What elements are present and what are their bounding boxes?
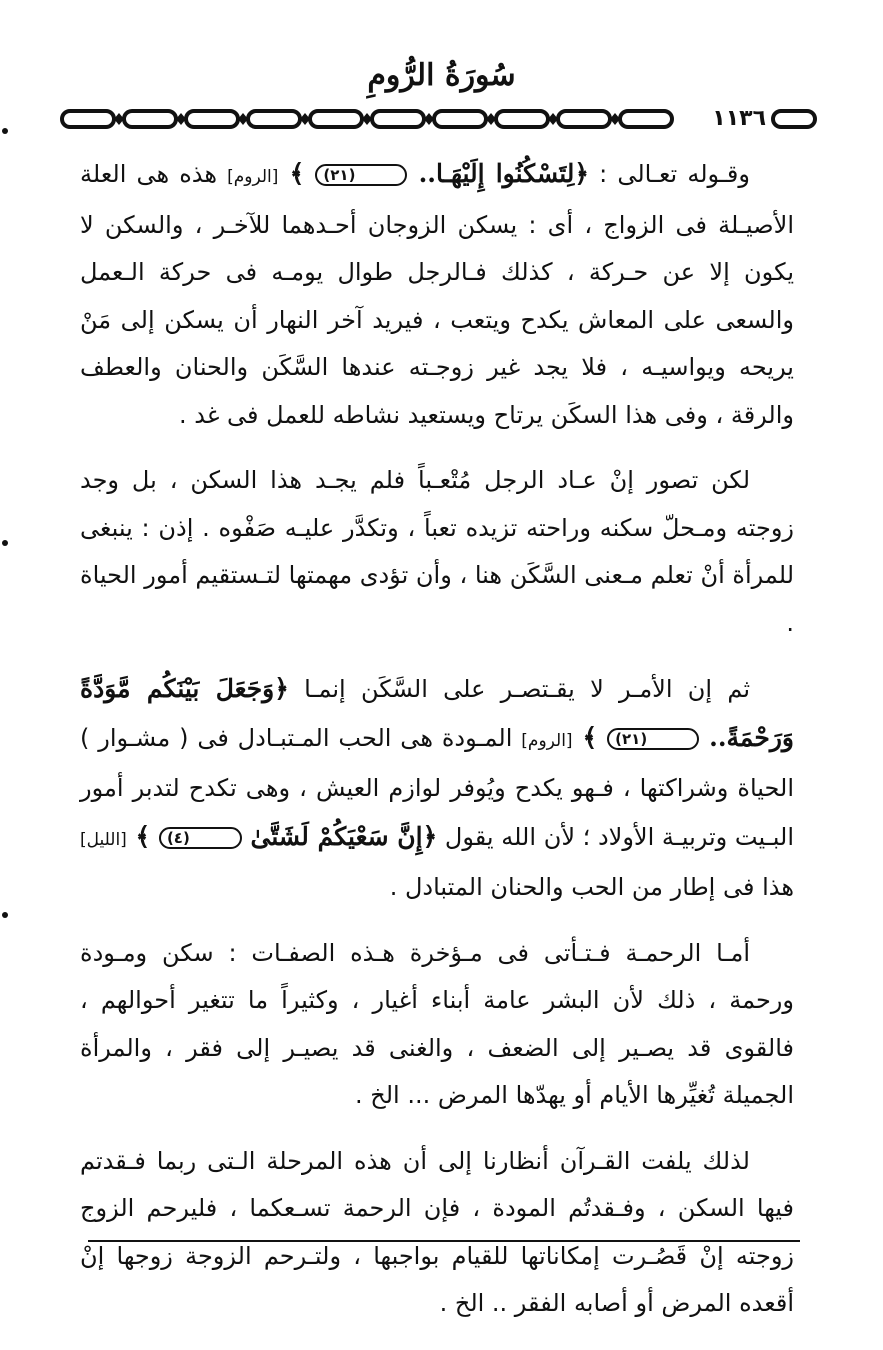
- paragraph: [80, 930, 794, 1120]
- chain-link: [496, 111, 548, 127]
- ayah-number: (٤): [159, 827, 242, 849]
- paragraph: [80, 457, 794, 647]
- plain-text: لكن تصور إنْ عـاد الرجل مُتْعـباً فلم يجـد هذا السكن ، بل وجد زوجته ومـحلّ سكنه وراحته تزيده تعباً ، وتكدَّر عليـه صَفْوه . إذن : ينبغى للمرأة أنْ تعلم مـعنى السَّكَن هنا ، وأن تؤدى مهمتها لتـستقيم أمور الحياة .: [80, 466, 794, 637]
- surah-reference: [الروم]: [521, 730, 573, 751]
- chain-link: [434, 111, 486, 127]
- quran-quote: ﴿لِتَسْكُنُوا إِلَيْهَـا..: [407, 159, 590, 188]
- ornament-end-cap: [770, 108, 818, 130]
- page-number: ١١٣٦: [712, 106, 766, 131]
- surah-reference: [الليل]: [80, 829, 127, 850]
- ornamental-chain: [58, 104, 698, 134]
- footer-rule: [88, 1240, 800, 1242]
- chain-link: [620, 111, 672, 127]
- ayah-number: (٢١): [315, 164, 407, 186]
- page-header-ornament: [58, 104, 818, 134]
- chain-diamond: [114, 113, 124, 125]
- plain-text: أمـا الرحمـة فـتـأتى فى مـؤخرة هـذه الصفـات : سكن ومـودة ورحمة ، ذلك لأن البشر عامة أبناء أغيار ، وكثيراً ما تتغير أحوالهم ، فالقوى قد يصـير إلى الضعف ، والغنى قد يصيـر إلى فقر ، والمرأة الجميلة تُغيِّرها الأيام أو يهدّها المرض ... الخ .: [80, 938, 794, 1109]
- quran-quote: ﴾: [278, 159, 316, 188]
- paragraph: [80, 665, 794, 912]
- chain-link: [124, 111, 176, 127]
- chain-diamond: [610, 113, 620, 125]
- quran-quote: ﴿وَجَعَلَ بَيْنَكُم مَّوَدَّةً وَرَحْمَةً..: [80, 674, 794, 752]
- quran-quote: ﴾: [126, 821, 159, 851]
- ayah-number: (٢١): [607, 728, 699, 750]
- chain-link: [186, 111, 238, 127]
- plain-text: ثم إن الأمـر لا يقـتصـر على السَّكَن إنمـا: [288, 675, 751, 703]
- chain-link: [372, 111, 424, 127]
- plain-text: هذا فى إطار من الحب والحنان المتبادل .: [389, 873, 794, 901]
- quran-quote: ﴿إِنَّ سَعْيَكُمْ لَشَتَّىٰ: [241, 821, 438, 851]
- chain-link: [62, 111, 114, 127]
- surah-reference: [الروم]: [227, 167, 279, 187]
- chain-diamond: [238, 113, 248, 125]
- chain-diamond: [548, 113, 558, 125]
- plain-text: المـودة هى الحب المـتبـادل فى ( مشـوار ) الحياة وشراكتها ، فـهو يكدح ويُوفر لوازم العيش ، وهى تكدح لتدبر أمور البـيت وتربيـة الأولاد ؛ لأن الله يقول: [80, 723, 794, 851]
- scan-mark: [2, 128, 8, 134]
- chain-diamond: [486, 113, 496, 125]
- chain-diamond: [300, 113, 310, 125]
- chain-diamond: [176, 113, 186, 125]
- plain-text: وقـوله تعـالى :: [589, 160, 750, 188]
- surah-title: سُورَةُ الرُّومِ: [367, 58, 516, 93]
- paragraph: [80, 1138, 794, 1328]
- chain-diamond: [362, 113, 372, 125]
- chain-link: [248, 111, 300, 127]
- plain-text: هذه هى العلة الأصيـلة فى الزواج ، أى : يسكن الزوجان أحـدهما للآخـر ، والسكن لا يكون إلا عن حـركة ، كذلك فـالرجل طوال يومـه فى حركة الـعمل والسعى على المعاش يكدح ويتعب ، فيريد آخر النهار أن يسكن إلى مَنْ يريحه ويواسيـه ، فلا يجد غير زوجـته عندها السَّكَن والحنان والعطف والرقة ، وفى هذا السكَن يرتاح ويستعيد نشاطه للعمل فى غد .: [80, 160, 794, 429]
- paragraph: [80, 150, 794, 439]
- scan-mark: [2, 912, 8, 918]
- chain-link: [558, 111, 610, 127]
- body-text: [80, 150, 794, 1346]
- plain-text: لذلك يلفت القـرآن أنظارنا إلى أن هذه المرحلة الـتى ربما فـقدتم فيها السكن ، وفـقدتُم المودة ، فإن الرحمة تسـعكما ، فليرحم الزوج زوجته إنْ قَصُـرت إمكاناتها للقيام بواجبها ، ولتـرحم الزوجة زوجها إنْ أقعده المرض أو أصابه الفقر .. الخ .: [80, 1146, 794, 1317]
- chain-diamond: [424, 113, 434, 125]
- scan-mark: [2, 540, 8, 546]
- chain-link: [310, 111, 362, 127]
- quran-quote: ﴾: [572, 722, 608, 752]
